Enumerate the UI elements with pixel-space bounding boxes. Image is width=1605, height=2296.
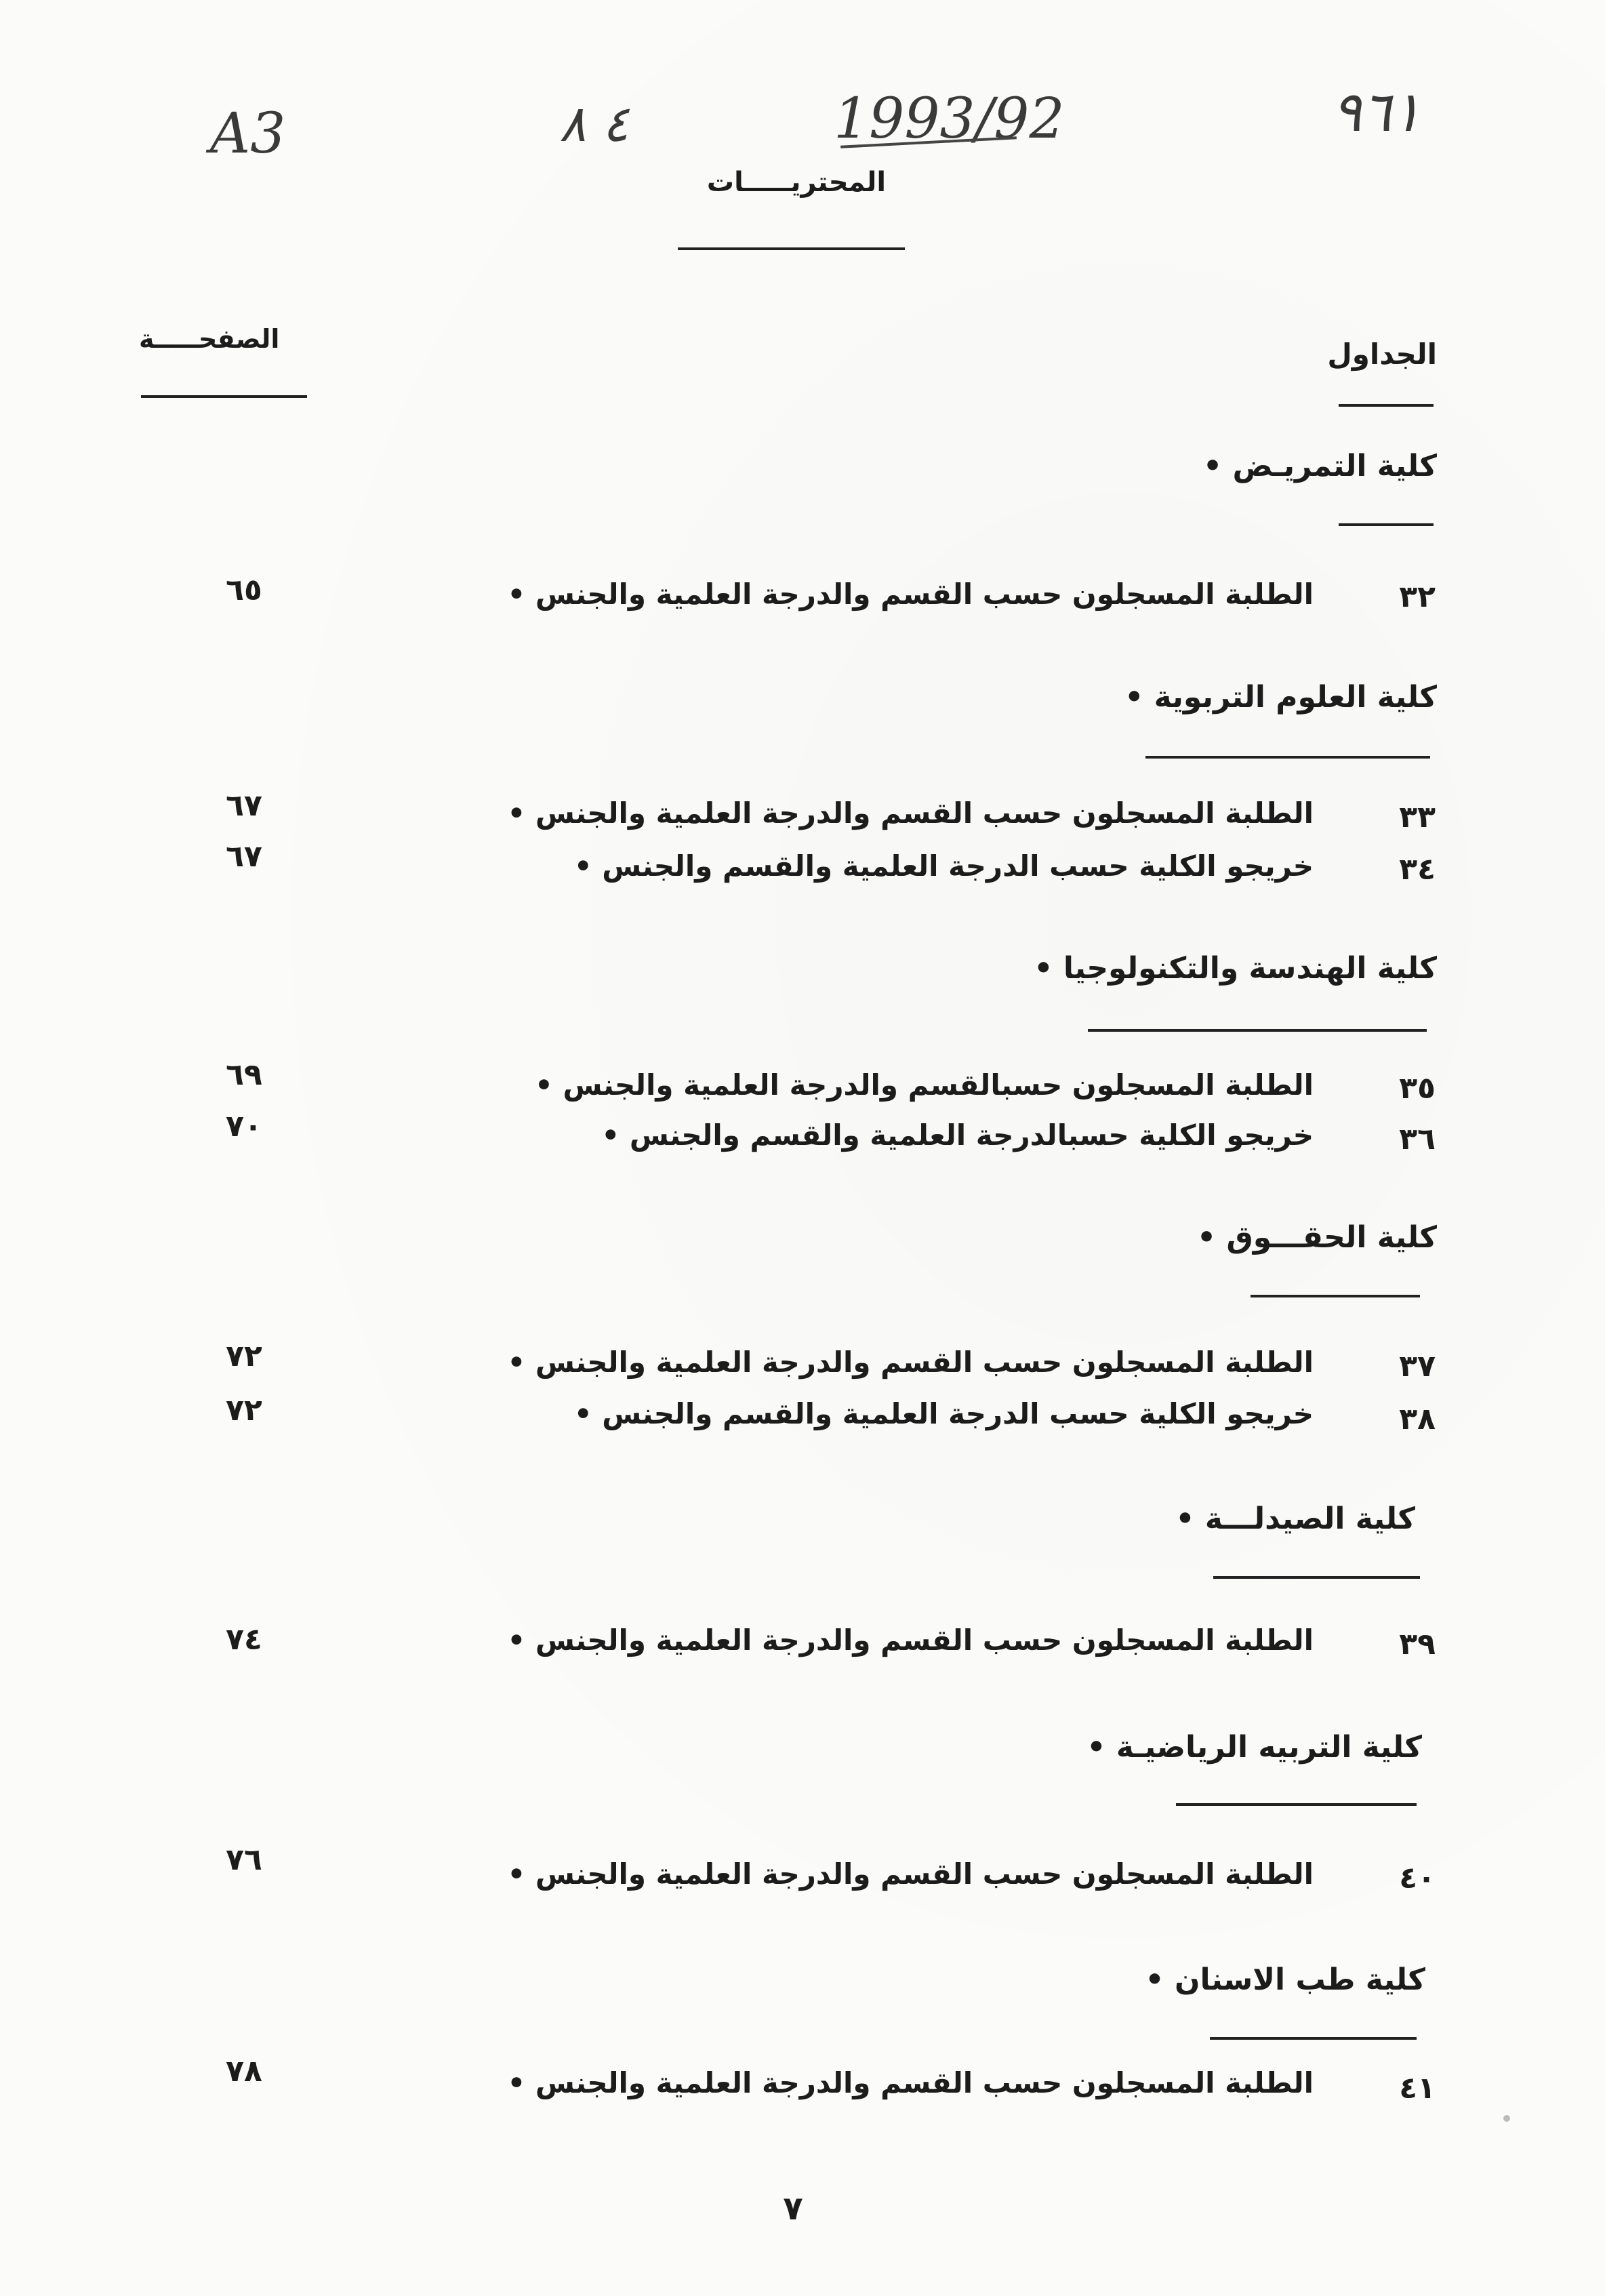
scan-speck	[1503, 2115, 1510, 2122]
section-underline	[1251, 1295, 1420, 1297]
entry-text: الطلبة المسجلون حسب القسم والدرجة العلمية والجنس •	[507, 1857, 1314, 1891]
entry-page: ٧٢	[226, 1339, 262, 1373]
entry-page: ٦٥	[226, 573, 262, 607]
section-underline	[1176, 1803, 1417, 1806]
section-title-nursing: كلية التمريـض •	[1203, 449, 1437, 483]
section-underline	[1145, 756, 1430, 759]
tables-column-header: الجداول	[1327, 338, 1437, 371]
title-underline	[678, 247, 905, 250]
entry-page: ٧٦	[226, 1842, 262, 1877]
entry-number: ٣٥	[1399, 1071, 1436, 1106]
entry-text: الطلبة المسجلون حسب القسم والدرجة العلمية والجنس •	[507, 1624, 1314, 1657]
page-number: ٧	[783, 2190, 803, 2228]
entry-page: ٧٠	[226, 1109, 262, 1144]
entry-number: ٣٩	[1399, 1627, 1436, 1661]
page-column-header: الصفحـــــة	[139, 324, 280, 354]
entry-text: الطلبة المسجلون حسب القسم والدرجة العلمية والجنس •	[507, 797, 1314, 830]
entry-number: ٤١	[1399, 2071, 1436, 2106]
section-underline	[1339, 523, 1434, 526]
section-title-law: كلية الحقـــوق •	[1197, 1220, 1437, 1255]
entry-page: ٦٩	[226, 1058, 262, 1092]
entry-text: خريجو الكلية حسبالدرجة العلمية والقسم والجنس •	[601, 1119, 1314, 1152]
entry-number: ٣٤	[1399, 852, 1436, 887]
entry-page: ٧٢	[226, 1393, 262, 1428]
section-title-education: كلية العلوم التربوية •	[1124, 680, 1437, 714]
entry-page: ٧٨	[226, 2054, 262, 2089]
entry-text: الطلبة المسجلون حسبالقسم والدرجة العلمية والجنس •	[535, 1068, 1314, 1102]
section-title-dentistry: كلية طب الاسنان •	[1145, 1962, 1425, 1997]
entry-number: ٣٣	[1399, 800, 1436, 834]
entry-number: ٣٧	[1399, 1349, 1436, 1384]
page-title: المحتريـــــات	[706, 167, 887, 198]
section-title-engineering: كلية الهندسة والتكنولوجيا •	[1034, 951, 1437, 986]
entry-text: الطلبة المسجلون حسب القسم والدرجة العلمية والجنس •	[507, 2066, 1314, 2099]
section-underline	[1210, 2037, 1417, 2040]
tables-header-underline	[1339, 404, 1434, 407]
entry-text: خريجو الكلية حسب الدرجة العلمية والقسم والجنس •	[573, 849, 1314, 883]
handwritten-note-right: ٩٦١	[1332, 80, 1422, 144]
page-header-underline	[141, 395, 307, 398]
entry-page: ٦٧	[226, 788, 262, 823]
entry-page: ٦٧	[226, 839, 262, 874]
entry-page: ٧٤	[226, 1622, 262, 1657]
entry-text: الطلبة المسجلون حسب القسم والدرجة العلمية والجنس •	[507, 1346, 1314, 1379]
handwritten-note-middle-1: ٤ ٨	[559, 95, 630, 153]
entry-number: ٣٨	[1399, 1402, 1436, 1436]
section-title-pharmacy: كلية الصيدلـــة •	[1175, 1502, 1415, 1536]
handwritten-note-left: A3	[210, 102, 286, 166]
handwritten-note-year: 1993/92	[834, 87, 1065, 151]
section-title-physical-education: كلية التربيه الرياضيـة •	[1086, 1730, 1422, 1765]
entry-number: ٣٢	[1399, 580, 1436, 614]
entry-text: خريجو الكلية حسب الدرجة العلمية والقسم والجنس •	[573, 1397, 1314, 1430]
section-underline	[1088, 1029, 1427, 1032]
section-underline	[1213, 1576, 1420, 1579]
entry-number: ٣٦	[1399, 1122, 1436, 1156]
entry-text: الطلبة المسجلون حسب القسم والدرجة العلمية والجنس •	[507, 578, 1314, 611]
entry-number: ٤٠	[1399, 1861, 1436, 1895]
